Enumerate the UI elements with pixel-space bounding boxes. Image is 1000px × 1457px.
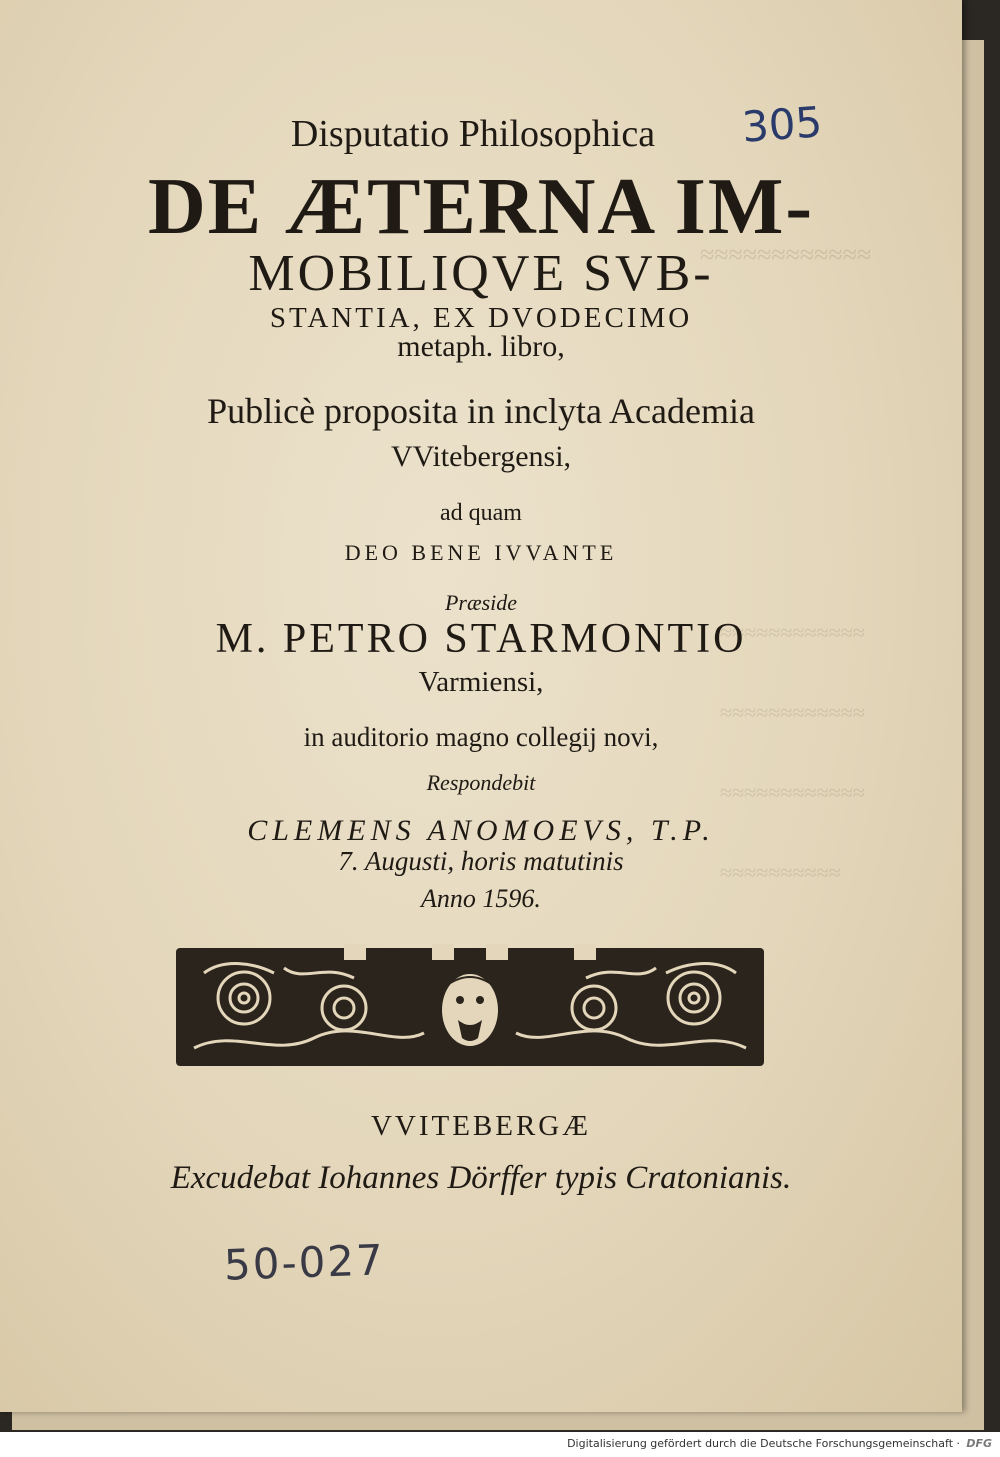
bleed-through: ≈≈≈≈≈≈≈≈≈≈ (720, 860, 841, 885)
imprint-place: VVITEBERGÆ (370, 1110, 592, 1142)
proposition-line: VVitebergensi, (390, 440, 572, 473)
text-line: in auditorio magno collegij novi, (303, 722, 659, 752)
text-line: ad quam (440, 500, 522, 526)
text-line: Respondebit (426, 770, 536, 795)
printers-ornament (174, 938, 766, 1078)
bleed-through: ≈≈≈≈≈≈≈≈≈≈≈≈ (720, 620, 865, 645)
text-line: Præside (444, 590, 518, 615)
title-main-line: MOBILIQVE SVB- (248, 245, 714, 302)
text-line: Varmiensi, (418, 666, 544, 698)
proposition-line: Publicè proposita in inclyta Academia (207, 391, 755, 431)
date-line: 7. Augusti, horis matutinis (338, 846, 624, 876)
title-line: Disputatio Philosophica (290, 113, 656, 155)
title-sub-line: STANTIA, EX DVODECIMO (269, 302, 693, 334)
handwritten-number: 50-027 (223, 1235, 386, 1290)
footer-credit: Digitalisierung gefördert durch die Deutsche Forschungsgemeinschaft · (567, 1437, 960, 1450)
bleed-through: ≈≈≈≈≈≈≈≈≈≈≈≈ (700, 240, 872, 269)
dfg-logo: DFG (966, 1437, 992, 1450)
respondent-name: CLEMENS ANOMOEVS, T.P. (247, 814, 715, 847)
year-line: Anno 1596. (421, 884, 541, 913)
handwritten-shelfmark: 305 (740, 97, 824, 152)
praeses-name: M. PETRO STARMONTIO (215, 616, 747, 662)
title-main-line: DE ÆTERNA IM- (147, 163, 815, 251)
imprint-printer: Excudebat Iohannes Dörffer typis Cratonianis. (170, 1160, 792, 1196)
title-sub-line: metaph. libro, (397, 330, 565, 363)
bleed-through: ≈≈≈≈≈≈≈≈≈≈≈≈ (720, 700, 865, 725)
text-line: DEO BENE IVVANTE (344, 540, 618, 565)
bleed-through: ≈≈≈≈≈≈≈≈≈≈≈≈ (720, 780, 865, 805)
